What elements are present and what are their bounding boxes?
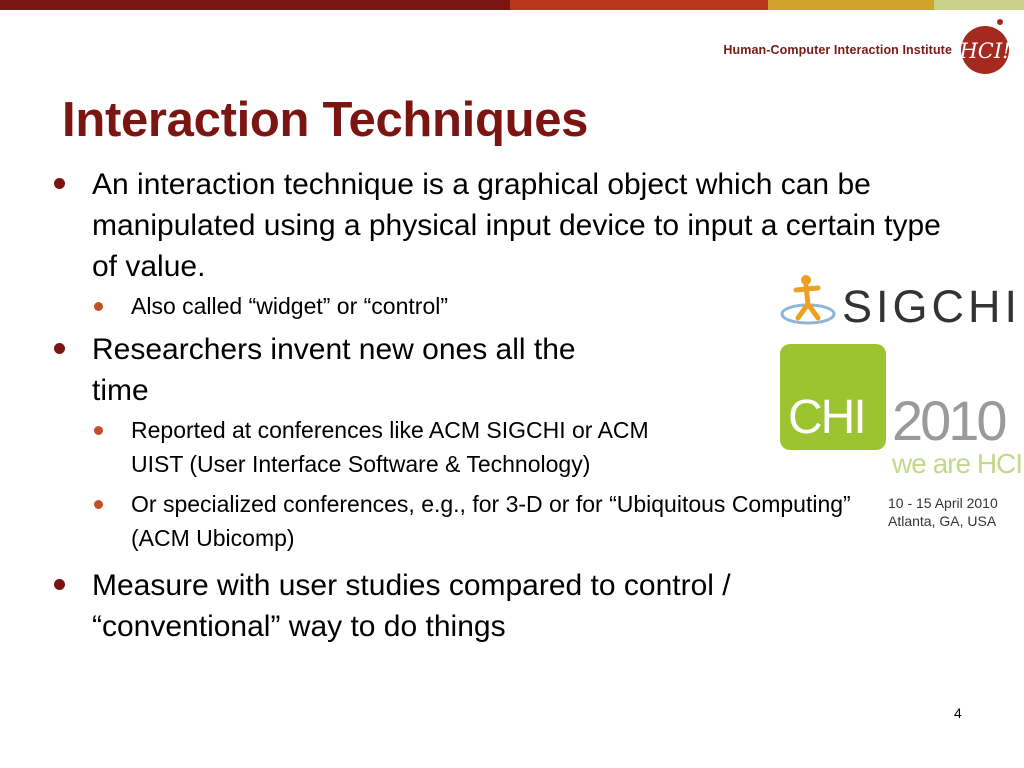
top-color-bar [0,0,1024,10]
chi-label: CHI [788,391,865,444]
bullet-dot-icon [94,302,103,311]
bullet-item [52,565,872,647]
bullet-dot-icon [94,426,103,435]
chi-location: Atlanta, GA, USA [888,513,997,529]
bullet-dot-icon [54,178,65,189]
bullet-item [52,329,612,411]
slide-title: Interaction Techniques [62,93,589,147]
sigchi-logo-text: SIGCHI [842,281,1022,332]
chi-green-square [780,344,886,450]
sigchi-logo [778,268,1024,334]
bullet-text: Measure with user studies compared to control / “conventional” way to do things [92,569,731,643]
chi-2010-logo [780,342,1024,532]
bullet-dot-icon [54,343,65,354]
bullet-dot-icon [94,500,103,509]
sub-bullet-item [52,487,891,555]
color-bar-segment [510,0,768,10]
chi-year: 2010 [892,389,1005,452]
bullet-text: An interaction technique is a graphical object which can be manipulated using a physical input device to input a certain type of value. [92,168,941,283]
bullet-text: Researchers invent new ones all the time [92,333,576,407]
institute-header [723,16,1012,76]
bullet-text: Or specialized conferences, e.g., for 3-D or for “Ubiquitous Computing” (ACM Ubicomp) [131,491,851,551]
bullet-text: Also called “widget” or “control” [131,293,449,319]
sub-bullet-item [52,413,691,481]
hci-logo-icon [958,16,1012,76]
institute-name: Human-Computer Interaction Institute [723,43,952,57]
chi-tagline: we are HCI [892,448,1023,479]
chi-dates: 10 - 15 April 2010 [888,495,998,511]
hci-logo-text: HCI! [959,39,1011,63]
page-number: 4 [954,705,962,721]
bullet-dot-icon [54,579,65,590]
bullet-text: Reported at conferences like ACM SIGCHI or ACM UIST (User Interface Software & Technology) [131,417,649,477]
chi-event-details [888,494,998,530]
color-bar-segment [768,0,934,10]
color-bar-segment [934,0,1024,10]
color-bar-segment [0,0,510,10]
